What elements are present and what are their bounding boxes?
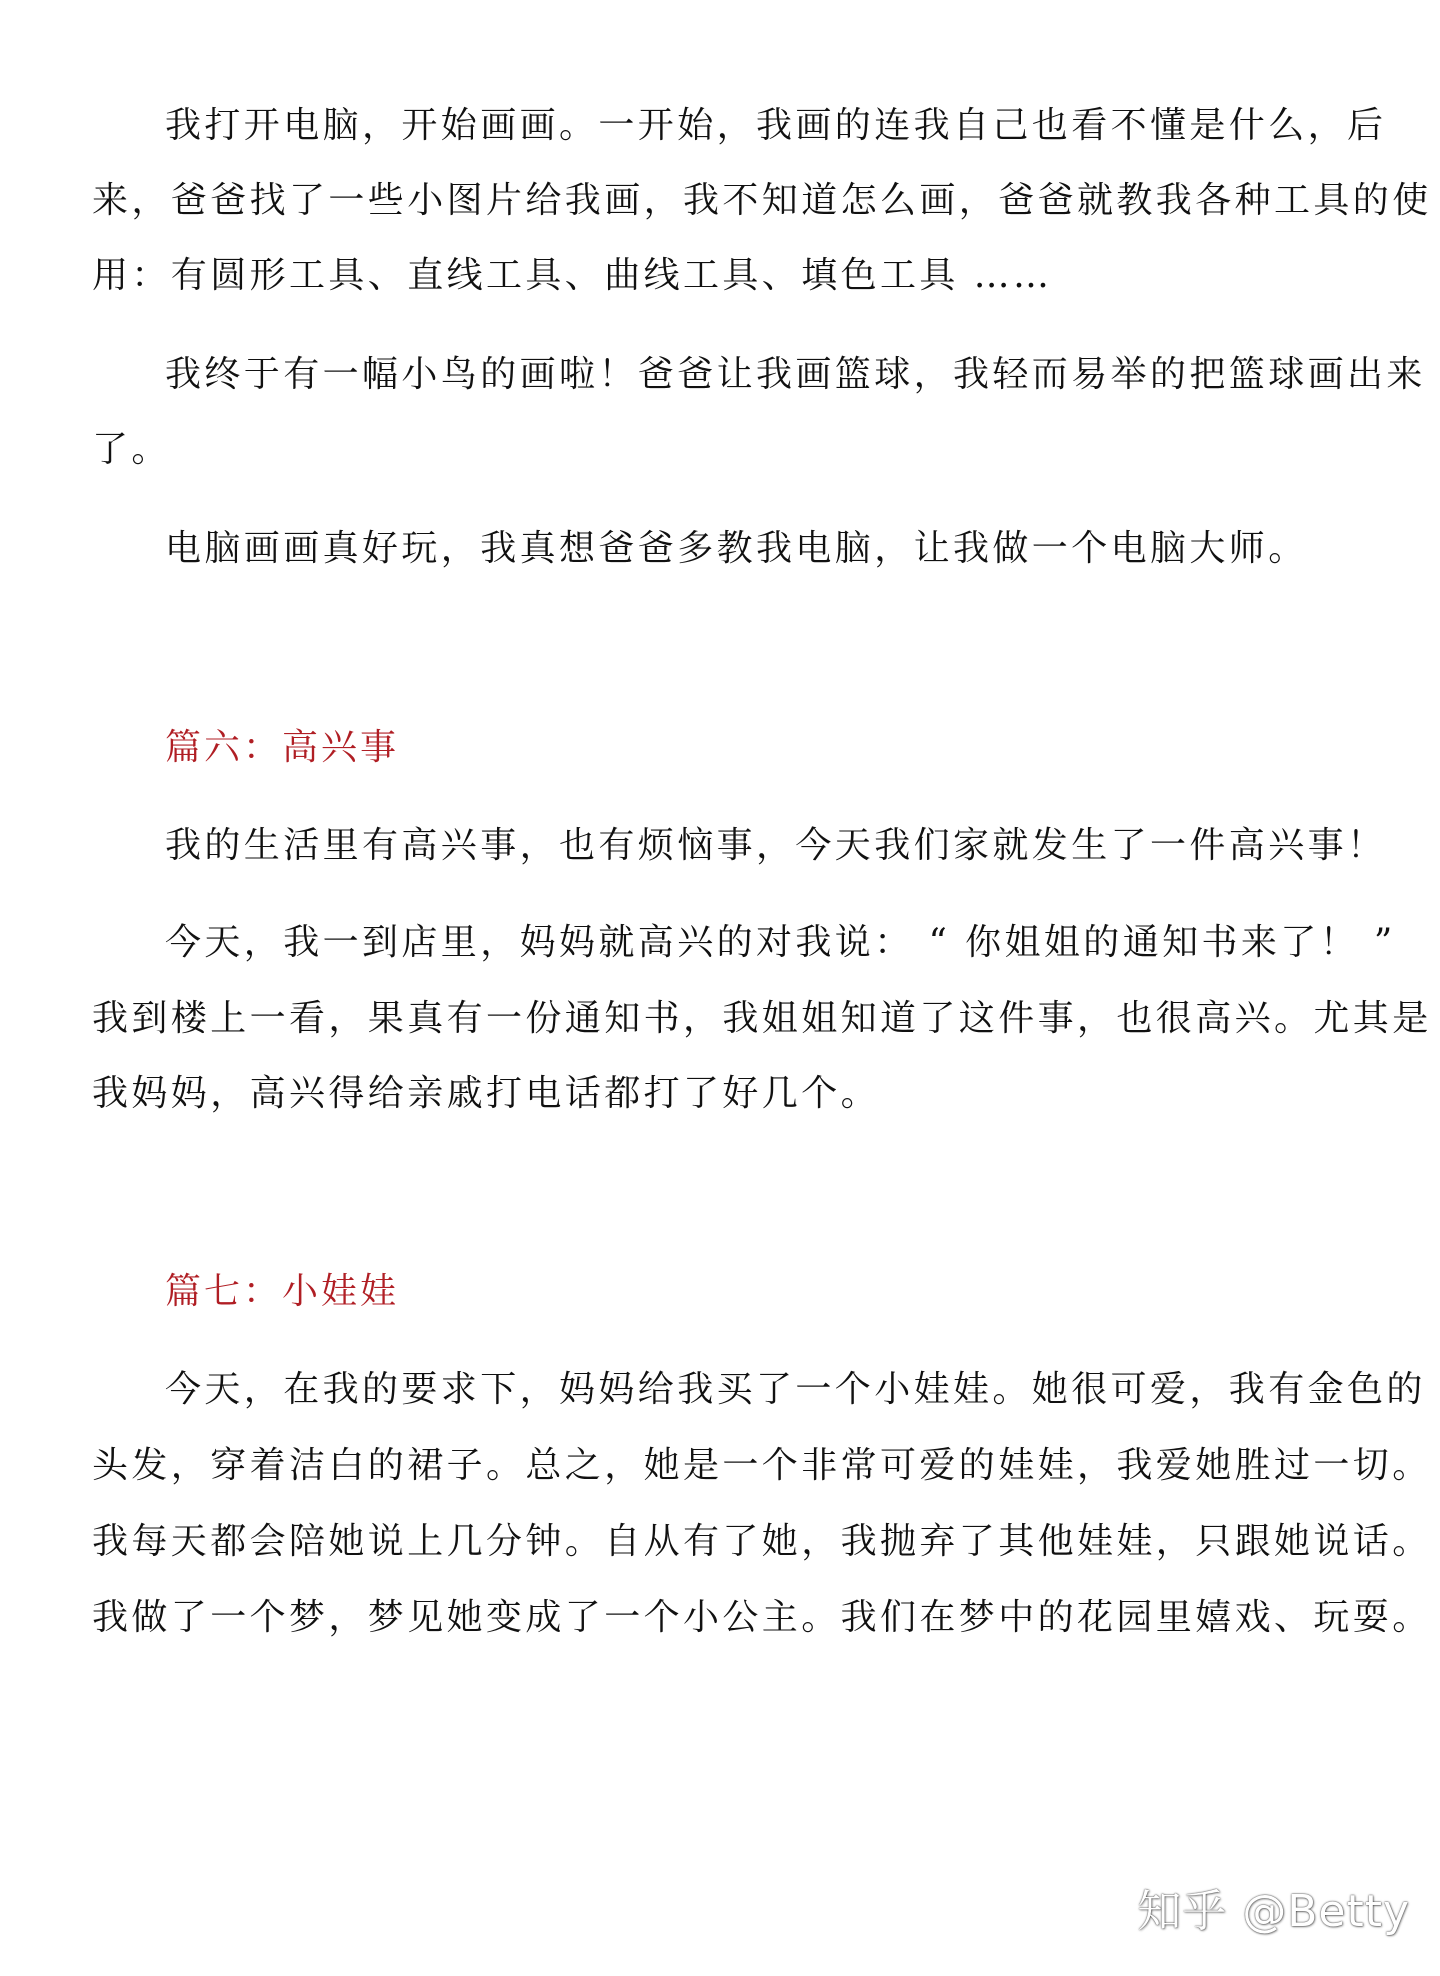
intro-para1-line1: 我打开电脑，开始画画。一开始，我画的连我自己也看不懂是什么，后: [165, 105, 1387, 146]
section7-title: 篇七：小娃娃: [165, 1271, 400, 1312]
section6-para1-line1: 我的生活里有高兴事，也有烦恼事，今天我们家就发生了一件高兴事！: [165, 825, 1387, 866]
section6-para2-line1: 今天，我一到店里，妈妈就高兴的对我说： “ 你姐姐的通知书来了！ ”: [165, 922, 1396, 963]
section6-title: 篇六：高兴事: [165, 727, 400, 768]
intro-para2-line2: 了。: [92, 429, 171, 470]
section7-para1-line4: 我做了一个梦，梦见她变成了一个小公主。我们在梦中的花园里嬉戏、玩耍。: [92, 1597, 1432, 1638]
section7-para1-line1: 今天，在我的要求下，妈妈给我买了一个小娃娃。她很可爱，我有金色的: [165, 1369, 1426, 1410]
section6-para2-line2: 我到楼上一看，果真有一份通知书，我姐姐知道了这件事，也很高兴。尤其是: [92, 998, 1432, 1039]
section7-para1-line2: 头发，穿着洁白的裙子。总之，她是一个非常可爱的娃娃，我爱她胜过一切。: [92, 1445, 1432, 1486]
section6-para2-line3: 我妈妈，高兴得给亲戚打电话都打了好几个。: [92, 1073, 881, 1114]
intro-para2-line1: 我终于有一幅小鸟的画啦！爸爸让我画篮球，我轻而易举的把篮球画出来: [165, 354, 1426, 395]
section7-para1-line3: 我每天都会陪她说上几分钟。自从有了她，我抛弃了其他娃娃，只跟她说话。: [92, 1521, 1432, 1562]
intro-para1-line2: 来，爸爸找了一些小图片给我画，我不知道怎么画，爸爸就教我各种工具的使: [92, 180, 1432, 221]
zhihu-watermark: 知乎 @Betty: [1137, 1886, 1410, 1937]
intro-para3-line1: 电脑画画真好玩，我真想爸爸多教我电脑，让我做一个电脑大师。: [165, 528, 1308, 569]
intro-para1-line3: 用：有圆形工具、直线工具、曲线工具、填色工具 ……: [92, 255, 1053, 296]
